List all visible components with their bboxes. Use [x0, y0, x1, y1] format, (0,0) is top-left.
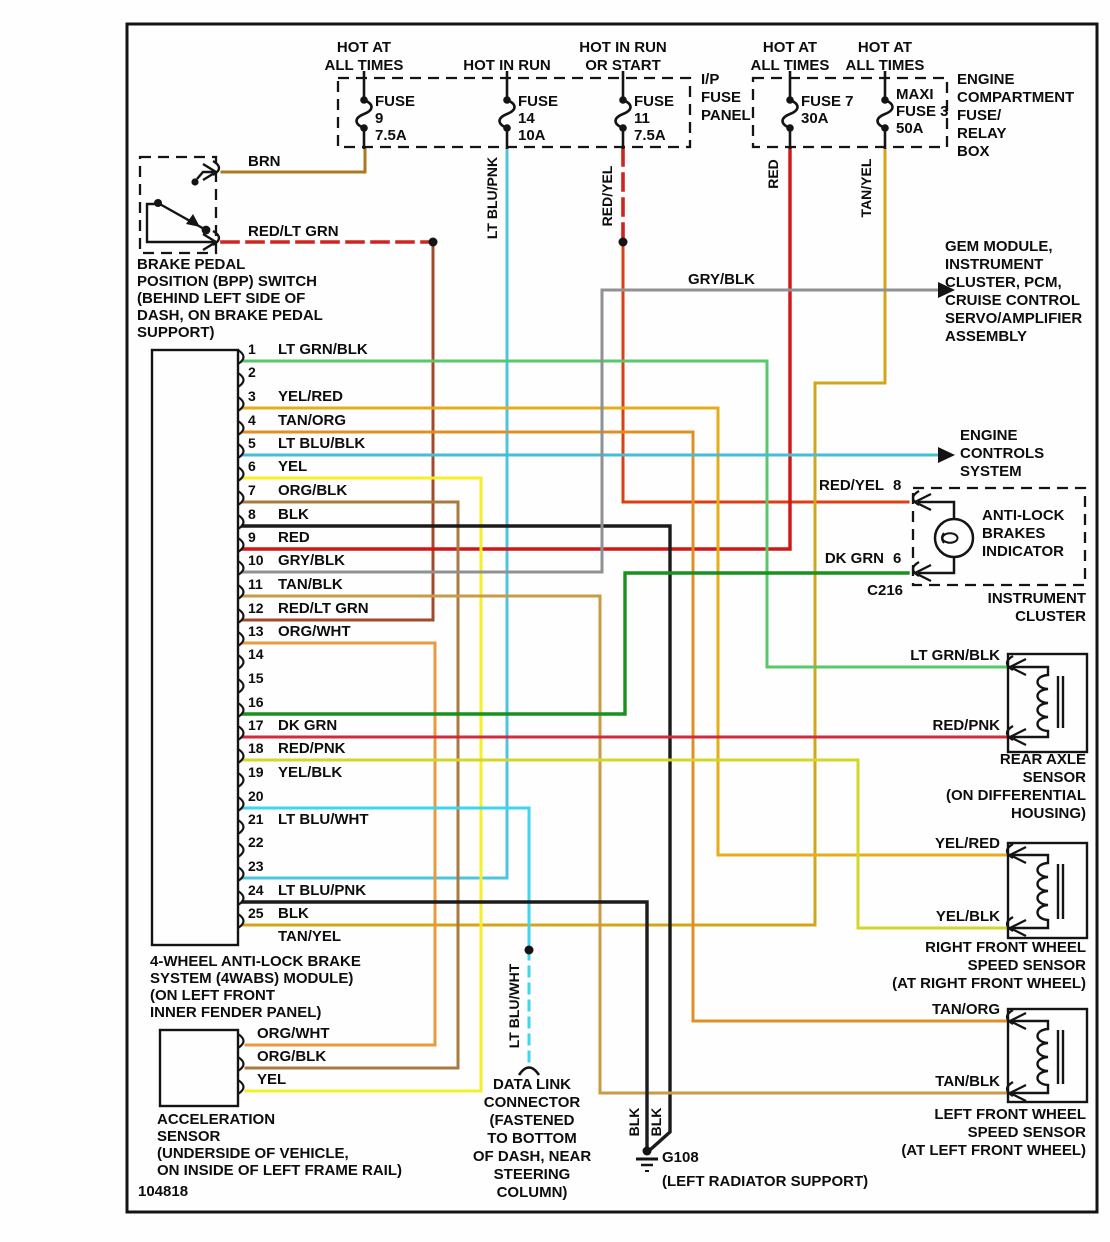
- engine-controls-text: ENGINE: [960, 427, 1018, 444]
- fuse9-header2: ALL TIMES: [324, 57, 404, 74]
- pin-number: 21: [248, 811, 264, 827]
- fuse7-header: HOT AT: [762, 39, 818, 56]
- rear-axle-wire-top-label: LT GRN/BLK: [910, 647, 1000, 664]
- lf-wire-top-label: TAN/ORG: [931, 1001, 1000, 1018]
- lf-caption: LEFT FRONT WHEEL: [934, 1106, 1086, 1123]
- pin-number: 9: [248, 529, 256, 545]
- pin-number: 17: [248, 717, 264, 733]
- ground-location: (LEFT RADIATOR SUPPORT): [662, 1173, 869, 1190]
- splice-dot-lt-blu-wht: [525, 946, 534, 955]
- pin-color-label: RED: [278, 529, 310, 546]
- pin-color-label: LT BLU/PNK: [278, 882, 367, 899]
- indicator-name: ANTI-LOCK: [982, 507, 1065, 524]
- rf-caption3: (AT RIGHT FRONT WHEEL): [892, 975, 1086, 992]
- gem-text4: CRUISE CONTROL: [945, 292, 1080, 309]
- maxifuse-header: HOT AT: [857, 39, 913, 56]
- accel-pin-label: ORG/WHT: [257, 1025, 330, 1042]
- pin-number: 2: [248, 364, 256, 380]
- ip-panel-name2: FUSE: [701, 89, 742, 106]
- red-label: RED: [765, 159, 781, 189]
- accel-caption4: ON INSIDE OF LEFT FRAME RAIL): [157, 1162, 402, 1179]
- lt-blu-wht-label: LT BLU/WHT: [506, 963, 522, 1049]
- red-lt-grn-label: RED/LT GRN: [248, 223, 339, 240]
- rear-axle-caption3: (ON DIFFERENTIAL: [946, 787, 1086, 804]
- rf-caption2: SPEED SENSOR: [967, 957, 1086, 974]
- dlc-caption2: CONNECTOR: [483, 1094, 581, 1111]
- pin-number: 12: [248, 600, 264, 616]
- engine-box-name: ENGINE: [957, 71, 1015, 88]
- pin-color-label: GRY/BLK: [278, 552, 345, 569]
- brake-switch-caption3: (BEHIND LEFT SIDE OF: [137, 290, 306, 307]
- maxifuse-amps: 50A: [896, 120, 924, 137]
- maxifuse-header2: ALL TIMES: [845, 57, 925, 74]
- pin-number: 18: [248, 740, 264, 756]
- pin-color-label: RED/PNK: [278, 740, 346, 757]
- pin-number: 15: [248, 670, 264, 686]
- pin-number: 3: [248, 388, 256, 404]
- blk-label-right: BLK: [648, 1107, 664, 1137]
- ip-panel-name: I/P: [701, 71, 720, 88]
- dlc-caption6: STEERING: [493, 1166, 571, 1183]
- splice-dot-red-yel: [619, 238, 628, 247]
- ground-id: G108: [662, 1149, 699, 1166]
- fuse9-label: FUSE: [375, 93, 416, 110]
- module-caption4: INNER FENDER PANEL): [150, 1004, 322, 1021]
- module-caption2: SYSTEM (4WABS) MODULE): [150, 970, 354, 987]
- rf-wire-top-label: YEL/RED: [934, 835, 1000, 852]
- gry-blk-label: GRY/BLK: [688, 271, 755, 288]
- maxifuse-label2: FUSE 3: [896, 103, 949, 120]
- pin-number: 7: [248, 482, 256, 498]
- pin-color-label: LT GRN/BLK: [278, 341, 368, 358]
- pin-number: 22: [248, 834, 264, 850]
- pin-number: 1: [248, 341, 256, 357]
- fuse14-amps: 10A: [518, 127, 546, 144]
- indicator-pin8: 8: [893, 477, 902, 494]
- fuse7-header2: ALL TIMES: [750, 57, 830, 74]
- dlc-caption7: COLUMN): [496, 1184, 568, 1201]
- pin-color-label: DK GRN: [278, 717, 338, 734]
- pin-color-label: TAN/ORG: [278, 412, 347, 429]
- rear-axle-wire-bottom-label: RED/PNK: [932, 717, 1000, 734]
- engine-controls-text2: CONTROLS: [960, 445, 1045, 462]
- engine-box-name2: COMPARTMENT: [957, 89, 1075, 106]
- indicator-pin6: 6: [893, 550, 902, 567]
- pin-color-label: YEL/BLK: [278, 764, 343, 781]
- indicator-wire8-label: RED/YEL: [818, 477, 884, 494]
- brake-switch-caption: BRAKE PEDAL: [137, 256, 246, 273]
- indicator-name3: INDICATOR: [982, 543, 1064, 560]
- fuse7-label: FUSE 7: [801, 93, 854, 110]
- pin-number: 4: [248, 412, 256, 428]
- rf-caption: RIGHT FRONT WHEEL: [925, 939, 1086, 956]
- lf-caption3: (AT LEFT FRONT WHEEL): [901, 1142, 1086, 1159]
- pin-number: 14: [248, 646, 264, 662]
- pin-color-label: LT BLU/WHT: [278, 811, 369, 828]
- fuse11-header2: OR START: [585, 57, 661, 74]
- diagram-number: 104818: [138, 1183, 189, 1200]
- fuse14-number: 14: [518, 110, 535, 127]
- accel-pin-label: YEL: [257, 1071, 287, 1088]
- fuse7-amps: 30A: [801, 110, 829, 127]
- rear-axle-caption4: HOUSING): [1011, 805, 1086, 822]
- brake-switch-caption4: DASH, ON BRAKE PEDAL: [137, 307, 323, 324]
- pin-number: 13: [248, 623, 264, 639]
- pin-number: 6: [248, 458, 256, 474]
- module-caption: 4-WHEEL ANTI-LOCK BRAKE: [150, 953, 361, 970]
- gem-text5: SERVO/AMPLIFIER: [945, 310, 1083, 327]
- pin-color-label: LT BLU/BLK: [278, 435, 366, 452]
- rear-axle-caption2: SENSOR: [1022, 769, 1086, 786]
- gem-text2: INSTRUMENT: [945, 256, 1044, 273]
- splice-dot-red-lt-grn: [429, 238, 438, 247]
- pin-color-label: BLK: [278, 905, 309, 922]
- pin-number: 24: [248, 882, 264, 898]
- engine-box-name3: FUSE/: [957, 107, 1002, 124]
- pin-color-label: YEL/RED: [278, 388, 344, 405]
- instrument-cluster-text2: CLUSTER: [1015, 608, 1086, 625]
- brake-switch-caption5: SUPPORT): [137, 324, 215, 341]
- engine-box-name4: RELAY: [957, 125, 1007, 142]
- fuse11-amps: 7.5A: [634, 127, 666, 144]
- rf-wire-bottom-label: YEL/BLK: [935, 908, 1000, 925]
- fuse11-header: HOT IN RUN: [579, 39, 667, 56]
- maxifuse-label: MAXI: [896, 86, 934, 103]
- dlc-caption5: OF DASH, NEAR: [472, 1148, 592, 1165]
- fuse11-number: 11: [634, 110, 650, 127]
- pin-number: 10: [248, 552, 264, 568]
- fuse9-header: HOT AT: [336, 39, 392, 56]
- indicator-wire6-label: DK GRN: [824, 550, 884, 567]
- connector-c216-label: C216: [867, 582, 903, 599]
- ip-panel-name3: PANEL: [701, 107, 751, 124]
- pin-color-label: TAN/YEL: [278, 928, 342, 945]
- pin-number: 25: [248, 905, 264, 921]
- pin-number: 19: [248, 764, 264, 780]
- module-caption3: (ON LEFT FRONT: [150, 987, 275, 1004]
- lt-blu-pnk-label: LT BLU/PNK: [484, 156, 500, 240]
- fuse9-amps: 7.5A: [375, 127, 407, 144]
- lf-caption2: SPEED SENSOR: [967, 1124, 1086, 1141]
- pin-color-label: RED/LT GRN: [278, 600, 369, 617]
- indicator-name2: BRAKES: [982, 525, 1046, 542]
- pin-number: 16: [248, 694, 264, 710]
- tan-yel-label: TAN/YEL: [858, 158, 874, 218]
- engine-controls-text3: SYSTEM: [960, 463, 1022, 480]
- dlc-caption4: TO BOTTOM: [487, 1130, 577, 1147]
- blk-label-left: BLK: [626, 1107, 642, 1137]
- fuse14-label: FUSE: [518, 93, 559, 110]
- fuse11-label: FUSE: [634, 93, 675, 110]
- dlc-caption3: (FASTENED: [489, 1112, 575, 1129]
- fuse14-header: HOT IN RUN: [463, 57, 551, 74]
- gem-text3: CLUSTER, PCM,: [945, 274, 1062, 291]
- engine-box-name5: BOX: [957, 143, 990, 160]
- instrument-cluster-text: INSTRUMENT: [987, 590, 1086, 607]
- pin-color-label: YEL: [278, 458, 308, 475]
- pin-color-label: ORG/BLK: [278, 482, 348, 499]
- fuse9-number: 9: [375, 110, 384, 127]
- pin-number: 8: [248, 506, 256, 522]
- gem-text6: ASSEMBLY: [945, 328, 1027, 345]
- brn-label: BRN: [248, 153, 281, 170]
- lf-wire-bottom-label: TAN/BLK: [935, 1073, 1000, 1090]
- red-yel-label: RED/YEL: [599, 165, 615, 227]
- pin-color-label: BLK: [278, 506, 309, 523]
- pin-number: 20: [248, 788, 264, 804]
- accel-caption: ACCELERATION: [157, 1111, 276, 1128]
- pin-color-label: ORG/WHT: [278, 623, 351, 640]
- pin-number: 23: [248, 858, 264, 874]
- pin-number: 5: [248, 435, 256, 451]
- dlc-caption: DATA LINK: [492, 1076, 572, 1093]
- brake-switch-caption2: POSITION (BPP) SWITCH: [137, 273, 317, 290]
- rear-axle-caption: REAR AXLE: [999, 751, 1086, 768]
- accel-caption2: SENSOR: [157, 1128, 221, 1145]
- pin-color-label: TAN/BLK: [278, 576, 343, 593]
- gem-text: GEM MODULE,: [945, 238, 1053, 255]
- accel-caption3: (UNDERSIDE OF VEHICLE,: [157, 1145, 349, 1162]
- accel-pin-label: ORG/BLK: [257, 1048, 327, 1065]
- pin-number: 11: [248, 576, 263, 592]
